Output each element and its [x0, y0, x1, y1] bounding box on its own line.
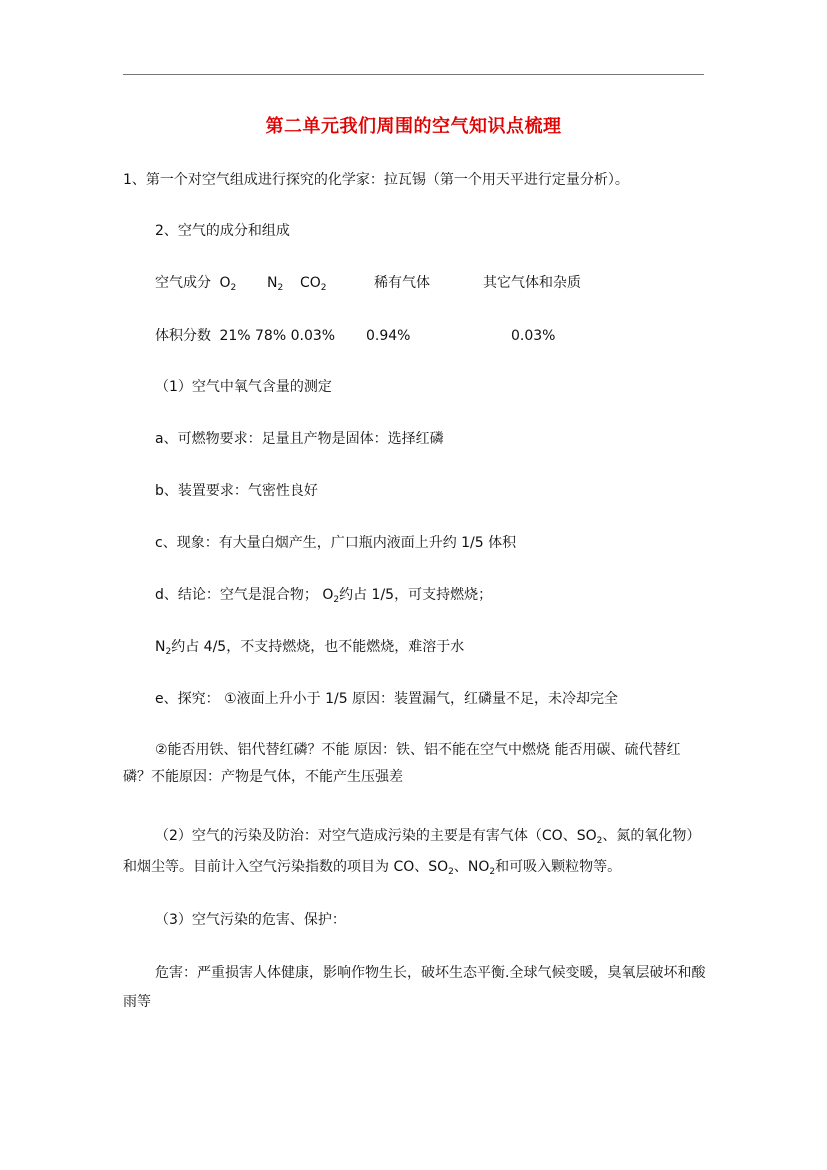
item-1: 1、第一个对空气组成进行探究的化学家：拉瓦锡（第一个用天平进行定量分析）。: [123, 172, 629, 188]
section-2-line-1: [155, 826, 700, 846]
n-symbol: N: [155, 639, 166, 655]
sec2-l2-sub1: 2: [448, 867, 454, 877]
header-rule: [123, 74, 704, 75]
section-2-line-2: [123, 857, 621, 877]
d-o-subscript: 2: [333, 595, 340, 605]
item-c: c、现象：有大量白烟产生，广口瓶内液面上升约 1/5 体积: [155, 535, 517, 551]
volume-values: 21% 78% 0.03%: [219, 328, 336, 344]
item-2: 2、空气的成分和组成: [155, 223, 290, 239]
o2-subscript: 2: [230, 283, 237, 293]
o2-symbol: O: [219, 275, 231, 291]
section-1-heading: （1）空气中氧气含量的测定: [155, 379, 332, 395]
o2-label: [219, 275, 236, 291]
sec2-l2-sub2: 2: [489, 867, 496, 877]
co2-label: [300, 273, 327, 293]
n2-symbol: N: [267, 275, 278, 291]
sec2-l1-b: 、氮的氧化物）: [602, 828, 701, 844]
item-a: a、可燃物要求：足量且产物是固体：选择红磷: [155, 431, 444, 447]
n-subscript: 2: [165, 647, 172, 657]
d-text-pre: d、结论：空气是混合物；: [155, 587, 323, 603]
sec2-l1-sub: 2: [596, 836, 603, 846]
d-o-symbol: O: [322, 587, 334, 603]
table-row-volume: [155, 326, 335, 346]
other-gas-label: 其它气体和杂质: [483, 275, 581, 291]
sec2-l2-b: 、NO: [453, 859, 490, 875]
page-title: 第二单元我们周围的空气知识点梳理: [265, 116, 562, 137]
sec2-l1-a: （2）空气的污染及防治：对空气造成污染的主要是有害气体（CO、SO: [155, 828, 597, 844]
row2-label: 体积分数: [155, 328, 211, 344]
item-n2: [155, 637, 464, 657]
n2-subscript: 2: [277, 283, 284, 293]
item-e: e、探究： ①液面上升小于 1/5 原因：装置漏气，红磷量不足，未冷却完全: [155, 691, 619, 707]
volume-other: 0.03%: [511, 328, 556, 344]
question-2-line-2: 磷？不能原因：产物是气体，不能产生压强差: [123, 769, 403, 785]
rare-gas-label: 稀有气体: [374, 275, 430, 291]
co2-subscript: 2: [320, 283, 327, 293]
section-3-heading: （3）空气污染的危害、保护：: [155, 912, 346, 928]
sec2-l2-a: 和烟尘等。目前计入空气污染指数的项目为 CO、SO: [123, 859, 449, 875]
question-2-line-1: ②能否用铁、铝代替红磷？不能 原因：铁、铝不能在空气中燃烧 能否用碳、硫代替红: [155, 742, 681, 758]
n2-text: 约占 4/5，不支持燃烧，也不能燃烧，难溶于水: [171, 639, 465, 655]
n2-label: [267, 273, 283, 293]
item-d: [155, 585, 492, 605]
co2-symbol: CO: [300, 275, 321, 291]
d-text-post: 约占 1/5，可支持燃烧；: [339, 587, 493, 603]
table-row-components: [155, 273, 236, 293]
harm-line-2: 雨等: [123, 994, 151, 1010]
volume-rare: 0.94%: [366, 328, 411, 344]
harm-line-1: 危害：严重损害人体健康，影响作物生长，破坏生态平衡.全球气候变暖，臭氧层破坏和酸: [155, 965, 706, 981]
item-b: b、装置要求：气密性良好: [155, 483, 318, 499]
row1-label: 空气成分: [155, 275, 211, 291]
sec2-l2-c: 和可吸入颗粒物等。: [495, 859, 622, 875]
